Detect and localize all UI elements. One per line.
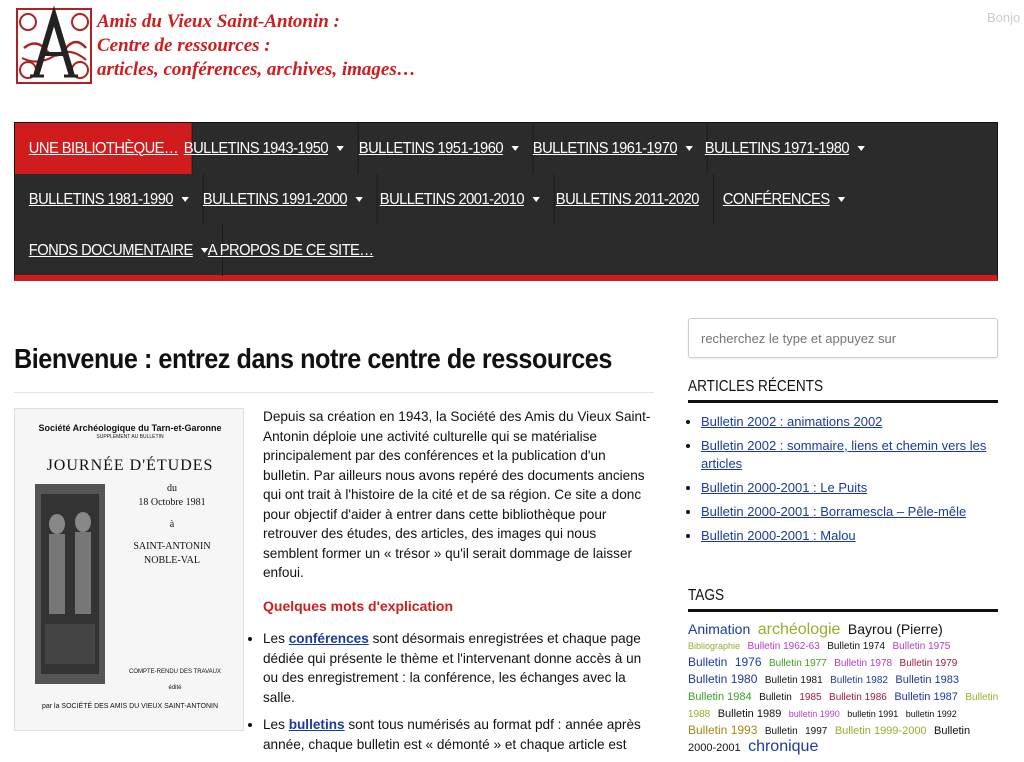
- booklet-line: NOBLE-VAL: [144, 555, 200, 566]
- nav-item-label: CONFÉRENCES: [722, 190, 830, 208]
- recent-article-link[interactable]: Bulletin 2002 : sommaire, liens et chemin vers les articles: [701, 438, 987, 471]
- nav-item-label: UNE BIBLIOTHÈQUE…: [28, 139, 179, 157]
- tag-link[interactable]: bulletin 1990: [788, 709, 840, 719]
- site-title-line-2: Centre de ressources :: [97, 35, 271, 56]
- tag-link[interactable]: Bulletin 1988: [688, 692, 999, 720]
- list-item: [263, 629, 653, 707]
- tag-link[interactable]: Bulletin 1989: [717, 708, 782, 720]
- tag-link[interactable]: Bulletin: [764, 726, 798, 737]
- booklet-line: 18 Octobre 1981: [138, 497, 206, 508]
- recent-articles-heading: ARTICLES RÉCENTS: [688, 378, 824, 395]
- booklet-line: SAINT-ANTONIN: [133, 541, 211, 552]
- nav-item-label: BULLETINS 1971-1980: [704, 139, 849, 157]
- user-greeting[interactable]: Bonjo: [987, 10, 1021, 25]
- nav-item-bulletins-1951-1960[interactable]: [345, 123, 533, 174]
- list-item: [701, 527, 1000, 545]
- nav-item-label: A PROPOS DE CE SITE…: [207, 241, 374, 259]
- tag-link[interactable]: Bibliographie: [688, 641, 741, 651]
- tag-link[interactable]: Animation: [688, 621, 751, 637]
- nav-item-bibliotheque[interactable]: [15, 123, 193, 174]
- tag-link[interactable]: 1997: [805, 726, 828, 737]
- recent-article-link[interactable]: Bulletin 2000-2001 : Le Puits: [701, 480, 868, 495]
- list-item-text: sont tous numérisés au format pdf : année après année, chaque bulletin est « démonté » et chaque article est: [263, 717, 641, 752]
- recent-article-link[interactable]: Bulletin 2002 : animations 2002: [701, 414, 883, 429]
- nav-item-bulletins-1961-1970[interactable]: [519, 123, 707, 174]
- site-title[interactable]: [97, 10, 416, 82]
- nav-item-bulletins-1981-1990[interactable]: [15, 174, 203, 225]
- booklet-sub: SUPPLEMENT AU BULLETIN: [96, 434, 164, 440]
- conferences-link[interactable]: conférences: [288, 631, 369, 646]
- recent-article-link[interactable]: Bulletin 2000-2001 : Malou: [701, 528, 856, 543]
- nav-item-fonds-documentaire[interactable]: [15, 225, 223, 276]
- list-item-text: Les: [263, 631, 289, 646]
- chevron-down-icon: [181, 197, 188, 202]
- list-item: [701, 413, 1000, 431]
- tag-link[interactable]: Bulletin 1987: [894, 691, 958, 703]
- tag-link[interactable]: Bulletin: [688, 655, 728, 669]
- nav-item-label: BULLETINS 1951-1960: [358, 139, 503, 157]
- list-item: [701, 479, 1000, 497]
- booklet-line: du: [167, 483, 177, 494]
- tag-link[interactable]: Bulletin 1999-2000: [834, 725, 927, 737]
- tag-link[interactable]: Bulletin 1978: [834, 658, 893, 669]
- list-item-text: sont désormais enregistrées et chaque page dédiée qui présente le thème et l'intervenant donne accès à un ou des enregistrement : la conférence, les échanges avec la salle.: [263, 631, 642, 705]
- chevron-down-icon: [355, 197, 362, 202]
- tag-link[interactable]: Bulletin 1974: [827, 641, 886, 652]
- nav-item-conferences[interactable]: [709, 174, 859, 225]
- page-title: Bienvenue : entrez dans notre centre de ressources: [14, 343, 612, 374]
- recent-articles-divider: [688, 400, 998, 403]
- logo-icon[interactable]: [16, 8, 92, 84]
- chevron-down-icon: [838, 197, 845, 202]
- booklet-foot-line: COMPTE-RENDU DES TRAVAUX: [128, 669, 221, 675]
- search-input[interactable]: [688, 318, 998, 358]
- list-item: [263, 715, 653, 754]
- chevron-down-icon: [532, 197, 539, 202]
- tag-link[interactable]: Bulletin: [759, 692, 792, 703]
- site-header: [0, 0, 1024, 120]
- tag-link[interactable]: Bulletin 1975: [892, 641, 951, 652]
- booklet-bottom: par la SOCIÉTÉ DES AMIS DU VIEUX SAINT-ANTONIN: [41, 703, 219, 710]
- booklet-foot-line: édité: [168, 685, 182, 691]
- nav-item-label: BULLETINS 1991-2000: [202, 190, 347, 208]
- nav-item-label: BULLETINS 1981-1990: [28, 190, 173, 208]
- sculpture-image-icon: [35, 484, 105, 684]
- tag-link[interactable]: bulletin 1991: [847, 709, 899, 719]
- booklet-line: à: [169, 519, 175, 530]
- tag-link[interactable]: Bulletin 1984: [688, 691, 752, 703]
- booklet-cover-image: [14, 408, 244, 731]
- tag-link[interactable]: Bulletin 1993: [688, 723, 758, 737]
- list-item-text: Les: [263, 717, 289, 732]
- nav-item-label: BULLETINS 1961-1970: [532, 139, 677, 157]
- recent-articles-list: [688, 413, 1000, 551]
- tag-link[interactable]: 1976: [734, 655, 762, 669]
- title-divider: [14, 392, 654, 393]
- nav-item-label: FONDS DOCUMENTAIRE: [28, 241, 193, 259]
- nav-item-bulletins-1971-1980[interactable]: [691, 123, 878, 174]
- tag-link[interactable]: Bulletin 1979: [899, 658, 958, 669]
- tags-divider: [688, 609, 998, 612]
- tag-cloud: [688, 622, 1000, 756]
- booklet-title: JOURNÉE D'ÉTUDES: [46, 457, 214, 474]
- tags-heading: TAGS: [688, 587, 725, 604]
- tag-link[interactable]: Bulletin 1983: [895, 674, 960, 686]
- chevron-down-icon: [336, 146, 343, 151]
- nav-item-label: BULLETINS 2011-2020: [555, 190, 699, 208]
- nav-item-label: BULLETINS 2001-2010: [379, 190, 524, 208]
- nav-item-bulletins-1943-1950[interactable]: [170, 123, 358, 174]
- booklet-org: Société Archéologique du Tarn-et-Garonne: [38, 423, 222, 433]
- tag-link[interactable]: chronique: [748, 738, 819, 755]
- tag-link[interactable]: Bulletin 1980: [688, 672, 758, 686]
- booklet-foot: [110, 669, 240, 691]
- tag-link[interactable]: Bayrou (Pierre): [847, 621, 943, 637]
- tag-link[interactable]: Bulletin 1977: [768, 658, 827, 669]
- chevron-down-icon: [511, 146, 518, 151]
- tag-link[interactable]: Bulletin 1986: [829, 692, 887, 703]
- tag-link[interactable]: Bulletin 1982: [830, 675, 888, 686]
- chevron-down-icon: [857, 146, 864, 151]
- intro-paragraph: Depuis sa création en 1943, la Société des Amis du Vieux Saint-Antonin déploie une activité culturelle qui se matérialise principalement par des conférences et la publication d'un bulletin. Par ailleurs nous avons repéré des documents anciens qui ont trait à l'histoire de la cité et de sa région. Ce site a donc pour objectif d'aider à entrer dans cette bibliothèque pour retrouver des études, des articles, des images qui nous semblent former un « trésor » qu'il serait dommage de laisser enfoui.: [263, 409, 651, 580]
- explain-heading: Quelques mots d'explication: [263, 597, 454, 614]
- tag-link[interactable]: Bulletin 1962-63: [747, 641, 820, 652]
- list-item: [701, 503, 1000, 521]
- intro-content: [263, 407, 653, 762]
- tag-link[interactable]: 1985: [799, 692, 822, 703]
- nav-item-bulletins-2011-2020[interactable]: [542, 174, 714, 225]
- bulletins-link[interactable]: bulletins: [288, 717, 345, 732]
- tag-link[interactable]: Bulletin 1981: [764, 675, 823, 686]
- explain-list: [248, 629, 653, 754]
- main-navigation: [14, 122, 998, 281]
- tag-link[interactable]: Bulletin 2000-2001: [688, 725, 971, 754]
- nav-item-bulletins-1991-2000[interactable]: [189, 174, 377, 225]
- site-title-line-1: Amis du Vieux Saint-Antonin :: [97, 11, 340, 32]
- nav-item-a-propos[interactable]: [194, 225, 387, 276]
- tag-link[interactable]: archéologie: [757, 621, 841, 638]
- recent-article-link[interactable]: Bulletin 2000-2001 : Borramescla – Pêle-mêle: [701, 504, 967, 519]
- nav-item-bulletins-2001-2010[interactable]: [366, 174, 554, 225]
- tag-link[interactable]: bulletin 1992: [905, 709, 957, 719]
- list-item: [701, 437, 1000, 473]
- site-title-line-3: articles, conférences, archives, images…: [97, 59, 416, 80]
- nav-item-label: BULLETINS 1943-1950: [183, 139, 328, 157]
